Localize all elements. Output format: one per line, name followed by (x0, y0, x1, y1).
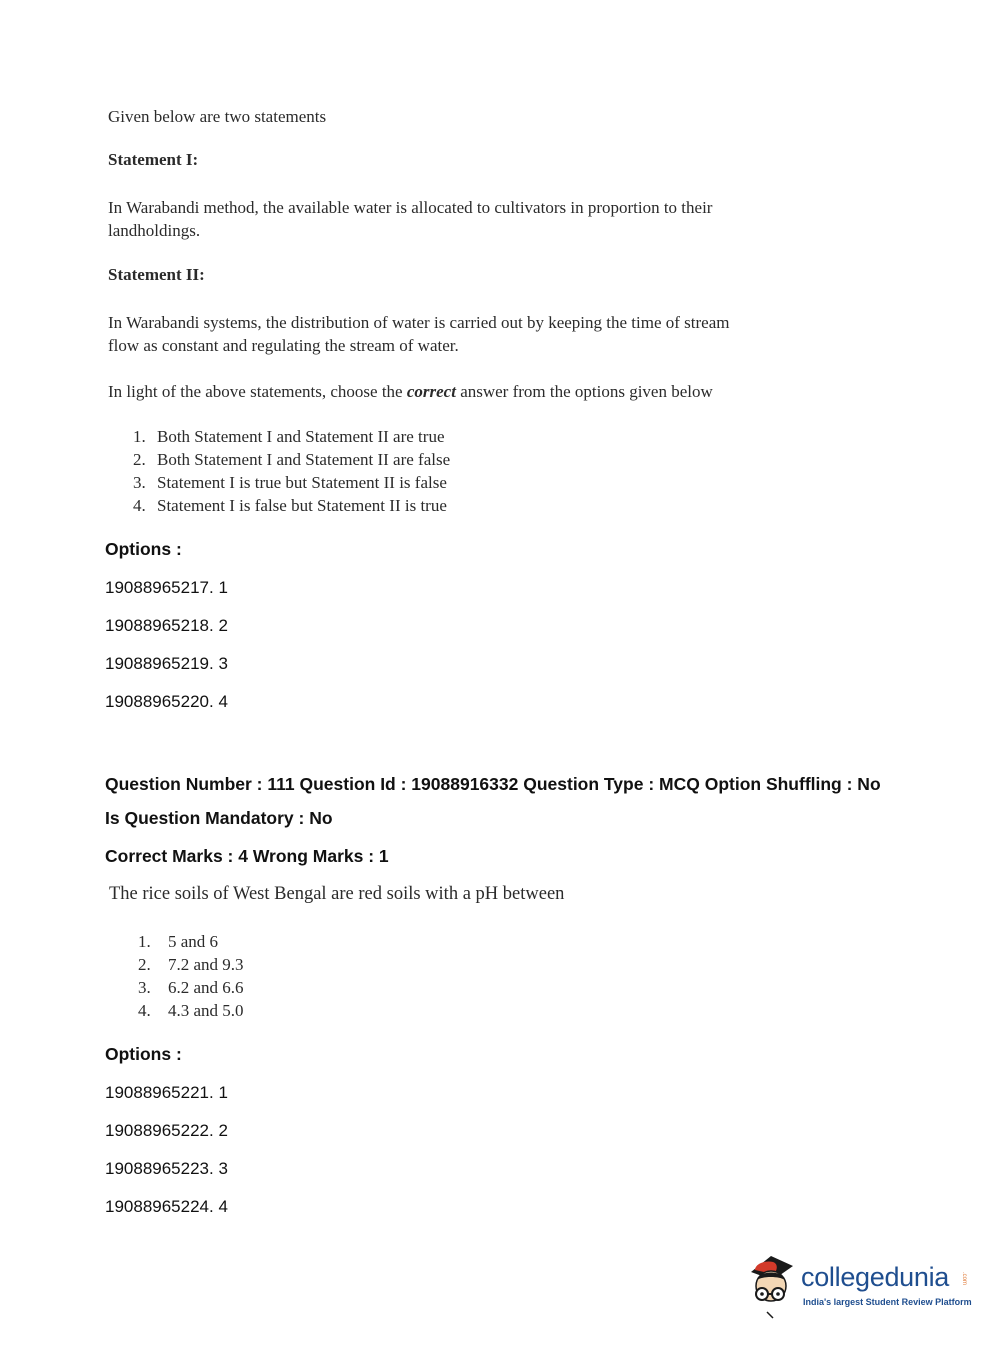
choice-number: 1. (138, 932, 151, 951)
choice-text: Both Statement I and Statement II are false (157, 450, 451, 469)
choice-number: 4. (138, 1001, 151, 1020)
choice-number: 2. (133, 450, 146, 469)
q111-meta-line-3: Correct Marks : 4 Wrong Marks : 1 (105, 846, 389, 866)
q111-option-4: 19088965224. 4 (105, 1197, 228, 1216)
choice-text: 7.2 and 9.3 (168, 955, 244, 974)
collegedunia-logo (743, 1250, 973, 1322)
choice-number: 3. (133, 473, 146, 492)
q110-option-2: 19088965218. 2 (105, 616, 228, 635)
mascot-icon (743, 1250, 801, 1322)
list-item (133, 425, 450, 448)
statement-2-label: Statement II: (108, 265, 205, 284)
q111-meta-line-2: Is Question Mandatory : No (105, 808, 333, 828)
choice-text: Statement I is false but Statement II is true (157, 496, 447, 515)
q110-intro: Given below are two statements (108, 107, 327, 126)
statement-2-line-1: In Warabandi systems, the distribution of water is carried out by keeping the time of stream (108, 313, 730, 332)
q110-option-4: 19088965220. 4 (105, 692, 228, 711)
prompt-after: answer from the options given below (455, 382, 713, 401)
logo-brand-text: collegedunia (801, 1262, 950, 1292)
q111-meta-line-1: Question Number : 111 Question Id : 19088916332 Question Type : MCQ Option Shuffling : No (105, 774, 881, 794)
choice-text: Both Statement I and Statement II are true (157, 427, 445, 446)
logo-suffix: .com (961, 1272, 967, 1286)
statement-2-line-2: flow as constant and regulating the stream of water. (108, 336, 459, 355)
statement-1-label: Statement I: (108, 150, 199, 169)
choice-text: 4.3 and 5.0 (168, 1001, 244, 1020)
q110-choice-list (133, 425, 450, 517)
q110-option-3: 19088965219. 3 (105, 654, 228, 673)
q110-prompt (108, 380, 713, 403)
q110-option-1: 19088965217. 1 (105, 578, 228, 597)
list-item (138, 999, 244, 1022)
q110-options-label: Options : (105, 539, 182, 559)
statement-1-line-2: landholdings. (108, 221, 201, 240)
list-item (133, 494, 450, 517)
statement-1-line-1: In Warabandi method, the available water is allocated to cultivators in proportion to their (108, 198, 713, 217)
choice-text: Statement I is true but Statement II is false (157, 473, 447, 492)
q111-question: The rice soils of West Bengal are red soils with a pH between (109, 884, 565, 904)
q111-option-1: 19088965221. 1 (105, 1083, 228, 1102)
list-item (138, 953, 244, 976)
list-item (138, 930, 244, 953)
choice-text: 5 and 6 (168, 932, 219, 951)
choice-number: 4. (133, 496, 146, 515)
choice-number: 2. (138, 955, 151, 974)
q111-choice-list (138, 930, 244, 1022)
choice-number: 1. (133, 427, 146, 446)
logo-tagline: India's largest Student Review Platform (803, 1297, 972, 1307)
q111-option-3: 19088965223. 3 (105, 1159, 228, 1178)
list-item (138, 976, 244, 999)
q111-option-2: 19088965222. 2 (105, 1121, 228, 1140)
prompt-before: In light of the above statements, choose the (108, 382, 407, 401)
prompt-emphasis: correct (406, 382, 456, 401)
choice-text: 6.2 and 6.6 (168, 978, 244, 997)
q111-options-label: Options : (105, 1044, 182, 1064)
choice-number: 3. (138, 978, 151, 997)
list-item (133, 471, 450, 494)
list-item (133, 448, 450, 471)
